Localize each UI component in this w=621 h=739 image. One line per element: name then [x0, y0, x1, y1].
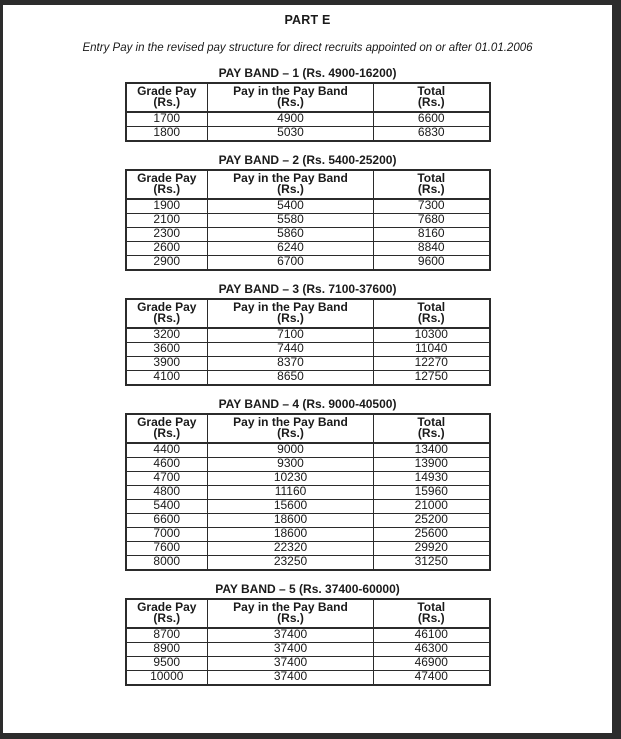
table-cell: 46900	[374, 657, 490, 671]
table-cell: 2900	[126, 256, 208, 271]
col-header-label: Total	[417, 171, 446, 185]
pay-band-table	[125, 413, 491, 571]
table-cell: 2600	[126, 242, 208, 256]
col-header-label: Grade Pay	[137, 415, 197, 429]
table-row	[126, 256, 490, 271]
table-cell: 4400	[126, 443, 208, 458]
pay-band-section-3	[3, 282, 612, 386]
table-cell: 2100	[126, 214, 208, 228]
document-page	[3, 5, 612, 733]
col-header-unit: (Rs.)	[277, 311, 304, 325]
col-header-label: Pay in the Pay Band	[233, 171, 348, 185]
table-row	[126, 671, 490, 686]
table-cell: 5580	[208, 214, 374, 228]
col-header-label: Grade Pay	[137, 171, 197, 185]
table-header-row	[126, 83, 490, 112]
col-header-unit: (Rs.)	[417, 611, 445, 625]
table-cell: 4600	[126, 458, 208, 472]
table-cell: 3200	[126, 328, 208, 343]
table-cell: 1900	[126, 199, 208, 214]
col-header-label: Grade Pay	[137, 84, 197, 98]
table-cell: 9600	[374, 256, 490, 271]
table-cell: 4900	[208, 112, 374, 127]
table-cell: 37400	[208, 657, 374, 671]
table-cell: 10300	[374, 328, 490, 343]
col-header-unit: (Rs.)	[153, 311, 181, 325]
table-cell: 31250	[374, 556, 490, 571]
col-header-label: Pay in the Pay Band	[233, 300, 348, 314]
pay-band-heading: PAY BAND – 1 (Rs. 4900-16200)	[218, 66, 397, 80]
pay-band-heading: PAY BAND – 5 (Rs. 37400-60000)	[215, 582, 400, 596]
table-cell: 3600	[126, 343, 208, 357]
col-header-unit: (Rs.)	[417, 426, 445, 440]
table-cell: 23250	[208, 556, 374, 571]
table-cell: 6600	[126, 514, 208, 528]
table-cell: 15960	[374, 486, 490, 500]
table-header-row	[126, 599, 490, 628]
col-header-unit: (Rs.)	[153, 426, 181, 440]
table-cell: 37400	[208, 628, 374, 643]
pay-band-section-4	[3, 397, 612, 571]
table-cell: 18600	[208, 514, 374, 528]
col-header-pay-in-band	[208, 83, 374, 112]
col-header-unit: (Rs.)	[417, 95, 445, 109]
table-cell: 5400	[208, 199, 374, 214]
table-cell: 12270	[374, 357, 490, 371]
table-cell: 37400	[208, 643, 374, 657]
table-cell: 5030	[208, 127, 374, 142]
col-header-grade-pay	[126, 299, 208, 328]
pay-band-section-2	[3, 153, 612, 271]
table-row	[126, 556, 490, 571]
col-header-unit: (Rs.)	[277, 182, 304, 196]
table-cell: 8900	[126, 643, 208, 657]
table-row	[126, 127, 490, 142]
col-header-pay-in-band	[208, 170, 374, 199]
col-header-unit: (Rs.)	[417, 311, 445, 325]
table-cell: 11160	[208, 486, 374, 500]
col-header-total	[374, 599, 490, 628]
table-cell: 8000	[126, 556, 208, 571]
table-cell: 7680	[374, 214, 490, 228]
table-cell: 8160	[374, 228, 490, 242]
table-cell: 46300	[374, 643, 490, 657]
col-header-total	[374, 299, 490, 328]
col-header-label: Pay in the Pay Band	[233, 415, 348, 429]
col-header-unit: (Rs.)	[417, 182, 445, 196]
col-header-total	[374, 83, 490, 112]
pay-band-section-1	[3, 66, 612, 142]
col-header-unit: (Rs.)	[153, 182, 181, 196]
table-cell: 18600	[208, 528, 374, 542]
table-cell: 14930	[374, 472, 490, 486]
table-cell: 8650	[208, 371, 374, 386]
col-header-pay-in-band	[208, 299, 374, 328]
table-header-row	[126, 299, 490, 328]
table-row	[126, 371, 490, 386]
table-cell: 6700	[208, 256, 374, 271]
col-header-total	[374, 170, 490, 199]
col-header-grade-pay	[126, 414, 208, 443]
table-cell: 46100	[374, 628, 490, 643]
table-cell: 7300	[374, 199, 490, 214]
table-cell: 1800	[126, 127, 208, 142]
table-cell: 15600	[208, 500, 374, 514]
table-cell: 5400	[126, 500, 208, 514]
page-subtitle: Entry Pay in the revised pay structure for direct recruits appointed on or after 01.01.2006	[82, 42, 533, 54]
col-header-unit: (Rs.)	[277, 611, 304, 625]
col-header-unit: (Rs.)	[277, 95, 304, 109]
pay-band-table	[125, 598, 491, 686]
pay-band-heading: PAY BAND – 3 (Rs. 7100-37600)	[218, 282, 397, 296]
table-cell: 5860	[208, 228, 374, 242]
table-cell: 10000	[126, 671, 208, 686]
table-cell: 4700	[126, 472, 208, 486]
table-cell: 6600	[374, 112, 490, 127]
pay-band-heading: PAY BAND – 4 (Rs. 9000-40500)	[218, 397, 397, 411]
pay-band-section-5	[3, 582, 612, 686]
col-header-label: Total	[417, 300, 446, 314]
table-cell: 6240	[208, 242, 374, 256]
col-header-grade-pay	[126, 170, 208, 199]
col-header-label: Grade Pay	[137, 300, 197, 314]
col-header-label: Total	[417, 600, 446, 614]
table-cell: 4100	[126, 371, 208, 386]
table-cell: 9000	[208, 443, 374, 458]
col-header-grade-pay	[126, 599, 208, 628]
page-title: PART E	[284, 13, 331, 27]
table-cell: 13400	[374, 443, 490, 458]
pay-band-table	[125, 298, 491, 386]
table-cell: 12750	[374, 371, 490, 386]
table-cell: 9300	[208, 458, 374, 472]
table-cell: 8700	[126, 628, 208, 643]
table-cell: 2300	[126, 228, 208, 242]
table-cell: 9500	[126, 657, 208, 671]
pay-band-table	[125, 169, 491, 271]
pay-band-heading: PAY BAND – 2 (Rs. 5400-25200)	[218, 153, 397, 167]
col-header-unit: (Rs.)	[153, 611, 181, 625]
col-header-pay-in-band	[208, 414, 374, 443]
col-header-unit: (Rs.)	[153, 95, 181, 109]
table-cell: 10230	[208, 472, 374, 486]
table-cell: 25200	[374, 514, 490, 528]
table-cell: 22320	[208, 542, 374, 556]
table-cell: 4800	[126, 486, 208, 500]
col-header-unit: (Rs.)	[277, 426, 304, 440]
table-cell: 25600	[374, 528, 490, 542]
table-cell: 7600	[126, 542, 208, 556]
table-cell: 3900	[126, 357, 208, 371]
table-cell: 8840	[374, 242, 490, 256]
table-cell: 7000	[126, 528, 208, 542]
table-cell: 37400	[208, 671, 374, 686]
col-header-pay-in-band	[208, 599, 374, 628]
table-cell: 11040	[374, 343, 490, 357]
table-header-row	[126, 170, 490, 199]
col-header-label: Pay in the Pay Band	[233, 84, 348, 98]
table-header-row	[126, 414, 490, 443]
table-cell: 21000	[374, 500, 490, 514]
col-header-label: Grade Pay	[137, 600, 197, 614]
table-cell: 1700	[126, 112, 208, 127]
col-header-label: Total	[417, 415, 446, 429]
col-header-label: Pay in the Pay Band	[233, 600, 348, 614]
table-cell: 7440	[208, 343, 374, 357]
table-cell: 29920	[374, 542, 490, 556]
pay-band-table	[125, 82, 491, 142]
col-header-grade-pay	[126, 83, 208, 112]
col-header-label: Total	[417, 84, 446, 98]
table-cell: 47400	[374, 671, 490, 686]
table-cell: 7100	[208, 328, 374, 343]
table-cell: 8370	[208, 357, 374, 371]
table-cell: 13900	[374, 458, 490, 472]
table-cell: 6830	[374, 127, 490, 142]
col-header-total	[374, 414, 490, 443]
